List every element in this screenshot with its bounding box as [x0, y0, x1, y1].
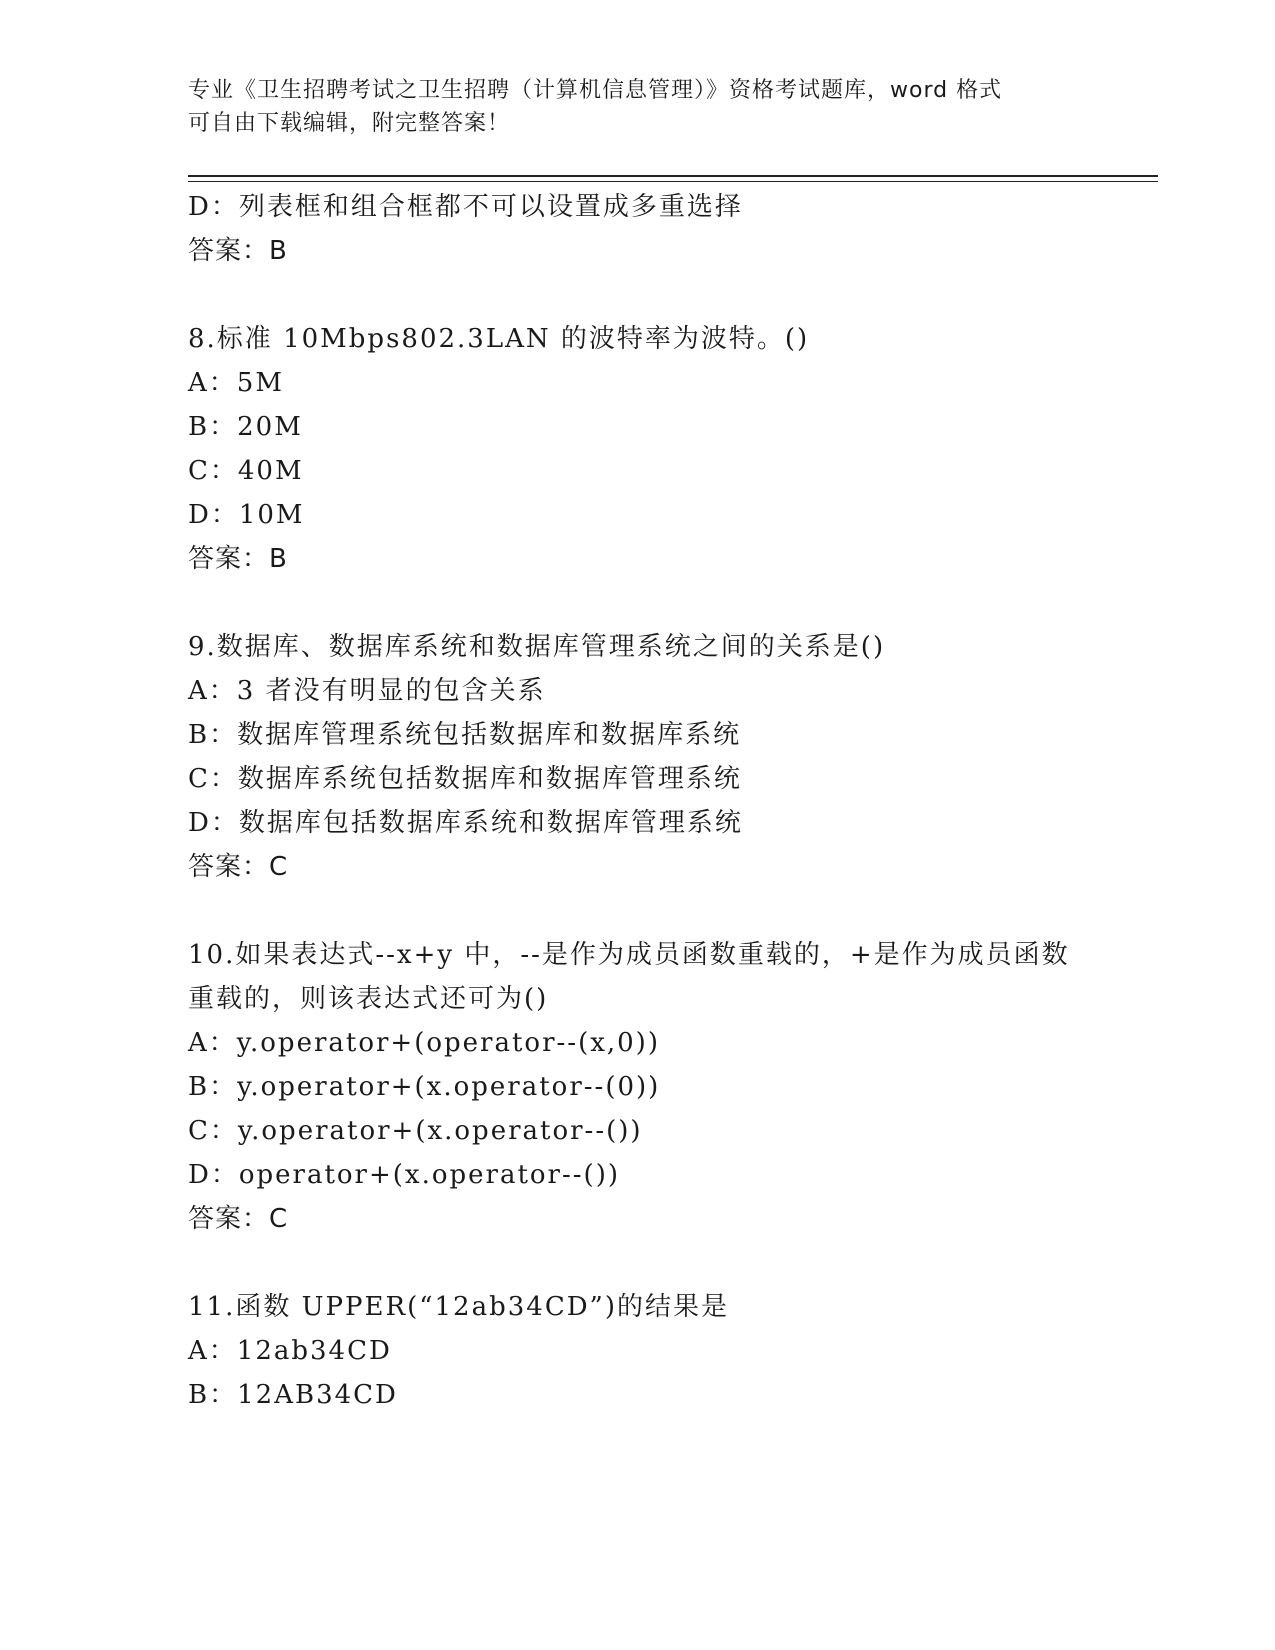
document-header [188, 74, 1068, 140]
q11-option-a: A：12ab34CD [188, 1336, 392, 1366]
q8-option-d: D：10M [188, 500, 305, 530]
q10-option-c: C：y.operator+(x.operator--()) [188, 1116, 643, 1146]
q8-option-c: C：40M [188, 456, 304, 486]
q9-option-a: A：3 者没有明显的包含关系 [188, 676, 546, 706]
q10-question-line-2: 重载的，则该表达式还可为() [188, 984, 549, 1014]
header-line-2: 可自由下载编辑，附完整答案！ [188, 111, 511, 136]
q10-option-d: D：operator+(x.operator--()) [188, 1160, 620, 1190]
q11-option-b: B：12AB34CD [188, 1380, 398, 1410]
q8-answer: 答案：B [188, 544, 288, 574]
q8-option-b: B：20M [188, 412, 303, 442]
header-divider-top [188, 175, 1158, 177]
q11-question: 11.函数 UPPER(“12ab34CD”)的结果是 [188, 1292, 729, 1322]
q8-question: 8.标准 10Mbps802.3LAN 的波特率为波特。() [188, 324, 810, 354]
q10-question-line-1: 10.如果表达式--x+y 中，--是作为成员函数重载的，+是作为成员函数 [188, 940, 1070, 970]
q10-option-a: A：y.operator+(operator--(x,0)) [188, 1028, 660, 1058]
q7-answer: 答案：B [188, 236, 288, 266]
q7-option-d: D：列表框和组合框都不可以设置成多重选择 [188, 192, 743, 222]
q9-question: 9.数据库、数据库系统和数据库管理系统之间的关系是() [188, 632, 886, 662]
q8-option-a: A：5M [188, 368, 284, 398]
q9-option-c: C：数据库系统包括数据库和数据库管理系统 [188, 764, 742, 794]
q9-option-d: D：数据库包括数据库系统和数据库管理系统 [188, 808, 743, 838]
q9-answer: 答案：C [188, 852, 289, 882]
header-divider-bottom [188, 181, 1158, 182]
q10-answer: 答案：C [188, 1204, 289, 1234]
q10-option-b: B：y.operator+(x.operator--(0)) [188, 1072, 661, 1102]
q9-option-b: B：数据库管理系统包括数据库和数据库系统 [188, 720, 742, 750]
header-line-1: 专业《卫生招聘考试之卫生招聘（计算机信息管理）》资格考试题库，word 格式 [188, 78, 1003, 103]
